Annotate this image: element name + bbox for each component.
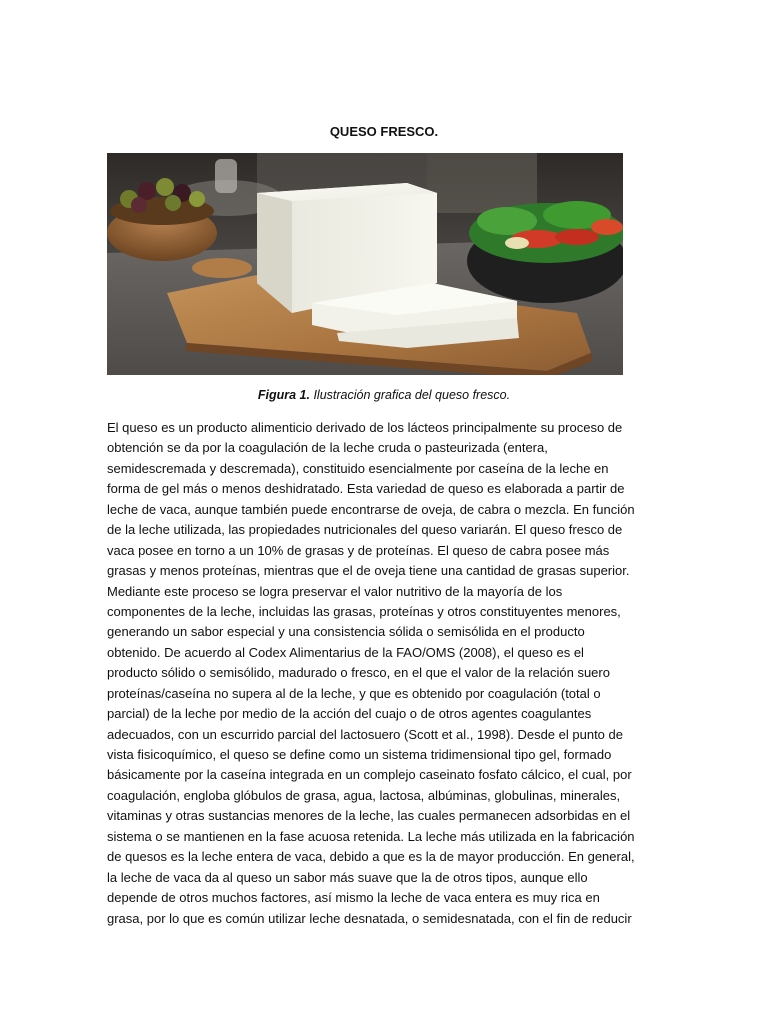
document-title: QUESO FRESCO. — [329, 124, 439, 139]
figure-label: Figura 1. — [257, 388, 310, 402]
paragraph-line: de la leche utilizada, las propiedades nutricionales del queso variarán. El queso fresco de — [107, 522, 623, 538]
paragraph-line: la leche de vaca da al queso un sabor más suave que la de otros tipos, aunque ello — [107, 869, 588, 885]
paragraph-line: básicamente por la caseína integrada en un complejo caseinato fosfato cálcico, el cual, por — [107, 767, 632, 783]
paragraph-line: leche de vaca, aunque también puede encontrarse de oveja, de cabra o mezcla. En función — [107, 501, 635, 517]
paragraph-line: producto sólido o semisólido, madurado o fresco, en el que el valor de la relación suero — [107, 665, 610, 681]
paragraph-line: vista fisicoquímico, el queso se define como un sistema tridimensional tipo gel, formado — [107, 747, 612, 762]
paragraph-line: Mediante este proceso se logra preservar el valor nutritivo de la mayoría de los — [107, 583, 563, 599]
figure-caption — [0, 388, 768, 402]
paragraph-line: de quesos es la leche entera de vaca, debido a que es la de mayor producción. En general, — [107, 849, 635, 865]
paragraph-line: proteínas/caseína no supera al de la leche, y que es obtenido por coagulación (total o — [107, 685, 601, 701]
paragraph-line: semidescremada y descremada), constituido esencialmente por caseína de la leche en — [107, 460, 609, 476]
paragraph-line: componentes de la leche, incluidas las grasas, proteínas y otros constituyentes menores, — [107, 603, 621, 619]
figure-text: Ilustración grafica del queso fresco. — [309, 388, 511, 402]
paragraph-line: depende de otros muchos factores, así mismo la leche de vaca entera es muy rica en — [107, 890, 600, 906]
paragraph-line: vitaminas y otras sustancias menores de la leche, las cuales permanecen adsorbidas en el — [107, 808, 631, 824]
paragraph-line: generando un sabor especial y una consistencia sólida o semisólida en el producto — [107, 624, 585, 640]
paragraph-line: parcial) de la leche por medio de la acción del cuajo o de otros agentes coagulantes — [107, 706, 592, 722]
paragraph-line: obtenido. De acuerdo al Codex Alimentarius de la FAO/OMS (2008), el queso es el — [107, 644, 584, 660]
paragraph-line: grasa, por lo que es común utilizar leche desnatada, o semidesnatada, con el fin de reducir — [107, 910, 632, 926]
paragraph-line: grasas y menos proteínas, mientras que el de oveja tiene una cantidad de grasas superior. — [107, 563, 630, 579]
paragraph-line: El queso es un producto alimenticio derivado de los lácteos principalmente su proceso de — [107, 420, 623, 435]
paragraph-line: vaca posee en torno a un 10% de grasas y de proteínas. El queso de cabra posee más — [107, 542, 610, 558]
paragraph-line: coagulación, engloba glóbulos de grasa, agua, lactosa, albúminas, globulinas, minerales, — [107, 787, 621, 803]
paragraph-line: obtención se da por la coagulación de la leche cruda o pasteurizada (entera, — [107, 440, 548, 456]
cheese-photo — [107, 153, 623, 375]
paragraph-line: sistema o se mantienen en la fase acuosa retenida. La leche más utilizada en la fabricación — [107, 828, 635, 844]
paragraph-line: adecuados, con un escurrido parcial del lactosuero (Scott et al., 1998). Desde el punto de — [107, 726, 623, 742]
body-paragraph — [107, 418, 667, 929]
paragraph-line: forma de gel más o menos deshidratado. Esta variedad de queso es elaborada a partir de — [107, 481, 625, 497]
